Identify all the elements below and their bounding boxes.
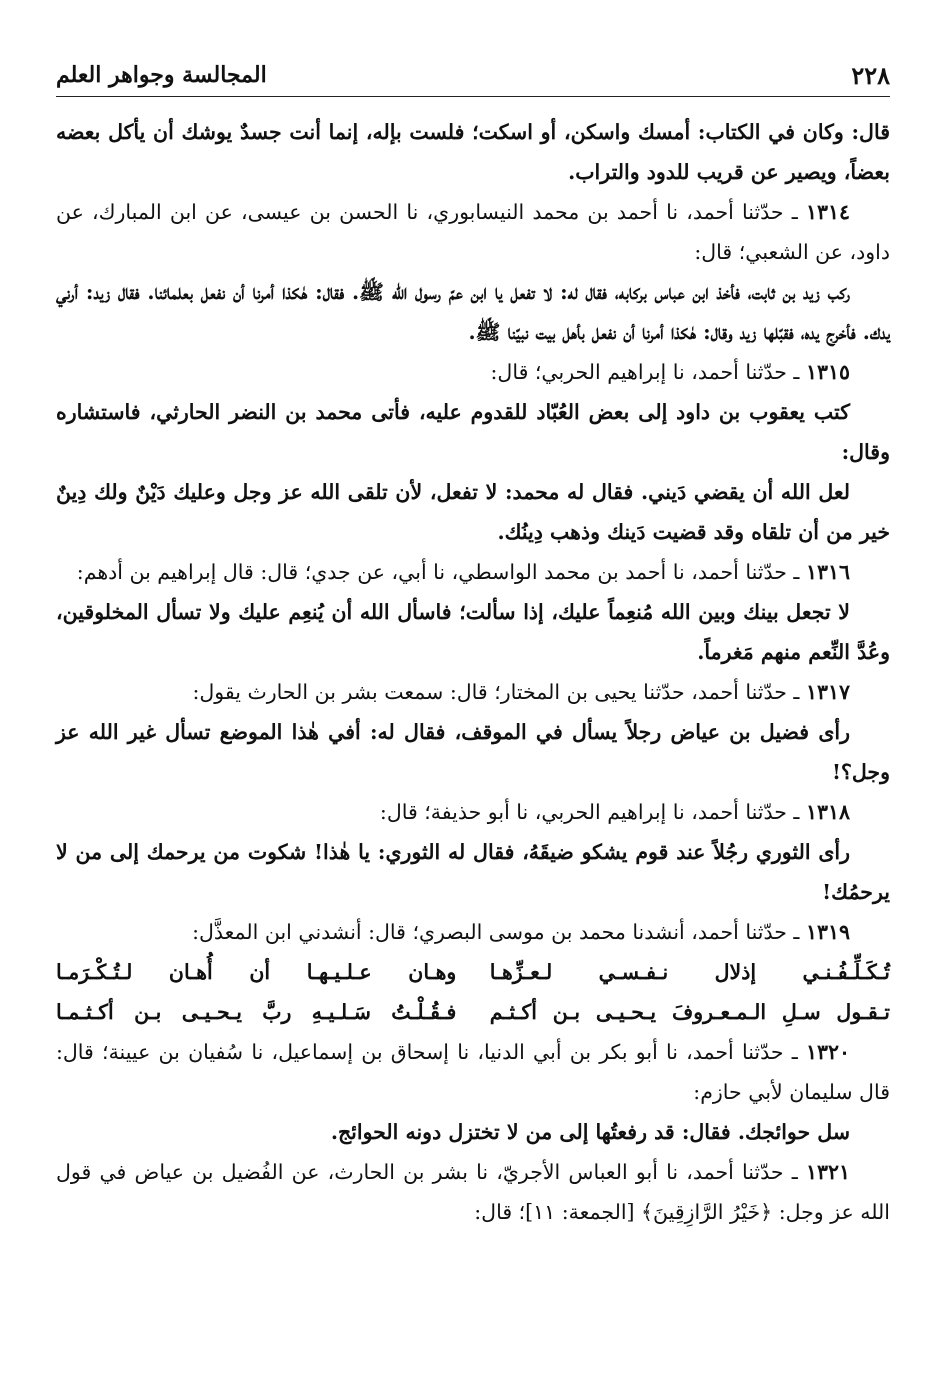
page-number: ٢٢٨ bbox=[851, 60, 890, 90]
paragraph bbox=[56, 272, 890, 352]
page-header bbox=[56, 58, 890, 97]
paragraph bbox=[56, 1152, 890, 1232]
hemistich-left: وهـان عـلـيـهـا أن أُهـان لـتُـكْـرَمـا bbox=[56, 960, 457, 984]
paragraph bbox=[56, 712, 890, 792]
paragraph bbox=[56, 1032, 890, 1112]
paragraph bbox=[56, 112, 890, 192]
verse-line bbox=[56, 952, 890, 992]
paragraph bbox=[56, 832, 890, 912]
hadith-number: ١٣١٩ bbox=[805, 920, 850, 944]
page-body bbox=[56, 112, 890, 1232]
paragraph-text: ـ حدّثنا أحمد، حدّثنا يحيى بن المختار؛ قال: سمعت بشر بن الحارث يقول: bbox=[192, 680, 806, 704]
paragraph-text: سل حوائجك. فقال: قد رفعتُها إلى من لا تختزل دونه الحوائج. bbox=[330, 1120, 850, 1144]
paragraph-text: كتب يعقوب بن داود إلى بعض العُبّاد للقدوم عليه، فأتى محمد بن النضر الحارثي، فاستشاره وقال: bbox=[56, 400, 890, 464]
paragraph bbox=[56, 792, 890, 832]
paragraphs-after-verse bbox=[56, 1032, 890, 1232]
paragraph-text: قال: وكان في الكتاب: أمسك واسكن، أو اسكت؛ فلست بإله، إنما أنت جسدٌ يوشك أن يأكل بعضه بعضاً، ويصير عن قريب للدود والتراب. bbox=[56, 120, 890, 184]
paragraph bbox=[56, 472, 890, 552]
paragraph-text: ـ حدّثنا أحمد، نا أحمد بن محمد الواسطي، نا أبي، عن جدي؛ قال: قال إبراهيم بن أدهم: bbox=[76, 560, 806, 584]
paragraph-text: ـ حدّثنا أحمد، نا إبراهيم الحربي؛ قال: bbox=[490, 360, 806, 384]
poetry-block bbox=[56, 952, 890, 1032]
paragraph bbox=[56, 912, 890, 952]
paragraph bbox=[56, 1112, 890, 1152]
verse-line bbox=[56, 992, 890, 1032]
paragraph-text: رأى الثوري رجُلاً عند قوم يشكو ضيقَهُ، فقال له الثوري: يا هٰذا! شكوت من يرحمك إلى من لا يرحمُك! bbox=[56, 840, 890, 904]
paragraph bbox=[56, 392, 890, 472]
hemistich-right: تُـكَـلِّـفُـنـي إذلال نـفـسـي لـعـزِّهـا bbox=[489, 960, 890, 984]
hemistich-right: تـقـول سـلِ الـمـعـروفَ يـحـيـى بـن أكـثـم bbox=[489, 1000, 890, 1024]
running-title: المجالسة وجواهر العلم bbox=[56, 62, 267, 88]
hadith-number: ١٣١٨ bbox=[805, 800, 850, 824]
hadith-number: ١٣٢١ bbox=[805, 1160, 850, 1184]
hadith-number: ١٣١٧ bbox=[805, 680, 850, 704]
hadith-number: ١٣٢٠ bbox=[805, 1040, 850, 1064]
paragraphs-before-verse bbox=[56, 112, 890, 952]
hadith-number: ١٣١٤ bbox=[805, 200, 850, 224]
paragraph-text: ـ حدّثنا أحمد، أنشدنا محمد بن موسى البصري؛ قال: أنشدني ابن المعذَّل: bbox=[192, 920, 806, 944]
paragraph-text: لا تجعل بينك وبين الله مُنعِماً عليك، إذا سألت؛ فاسأل الله أن يُنعِم عليك ولا تسأل المخلوقين، وعُدَّ النِّعم منهم مَغرماً. bbox=[56, 600, 890, 664]
hemistich-left: فـقُـلْـتُ سَـلـيـهِ ربَّ يـحـيـى بـن أكـثـمـا bbox=[56, 1000, 457, 1024]
hadith-number: ١٣١٥ bbox=[805, 360, 850, 384]
hadith-number: ١٣١٦ bbox=[805, 560, 850, 584]
paragraph bbox=[56, 192, 890, 272]
paragraph bbox=[56, 352, 890, 392]
paragraph bbox=[56, 552, 890, 592]
paragraph-text: رأى فضيل بن عياض رجلاً يسأل في الموقف، فقال له: أفي هٰذا الموضع تسأل غير الله عز وجل؟! bbox=[56, 720, 890, 784]
paragraph-text: لعل الله أن يقضي دَيني. فقال له محمد: لا تفعل، لأن تلقى الله عز وجل وعليك دَيْنٌ ولك دِينٌ خير من أن تلقاه وقد قضيت دَينك وذهب دِينُك. bbox=[56, 480, 890, 544]
paragraph bbox=[56, 592, 890, 672]
paragraph-text: ركب زيد بن ثابت، فأخذ ابن عباس بركابه، فقال له: لا تفعل يا ابن عمّ رسول الله ﷺ. فقال: هٰكذا أمرنا أن نفعل بعلمائنا. فقال زيد: أرني يدك. فأخرج يده، فقبّلها زيد وقال: هٰكذا أمرنا أن نفعل بأهل بيت نبيّنا ﷺ. bbox=[56, 280, 890, 344]
paragraph-text: ـ حدّثنا أحمد، نا أبو بكر بن أبي الدنيا، نا إسحاق بن إسماعيل، نا سُفيان بن عيينة؛ قال: قال سليمان لأبي حازم: bbox=[56, 1040, 890, 1104]
paragraph-text: ـ حدّثنا أحمد، نا أحمد بن محمد النيسابوري، نا الحسن بن عيسى، عن ابن المبارك، عن داود، عن الشعبي؛ قال: bbox=[56, 200, 890, 264]
paragraph-text: ـ حدّثنا أحمد، نا إبراهيم الحربي، نا أبو حذيفة؛ قال: bbox=[379, 800, 806, 824]
paragraph-text: ـ حدّثنا أحمد، نا أبو العباس الأجريّ، نا بشر بن الحارث، عن الفُضيل بن عياض في قول الله عز وجل: ﴿خَيْرُ الرَّازِقِينَ﴾ [الجمعة: ١١]؛ قال: bbox=[56, 1160, 890, 1224]
paragraph bbox=[56, 672, 890, 712]
